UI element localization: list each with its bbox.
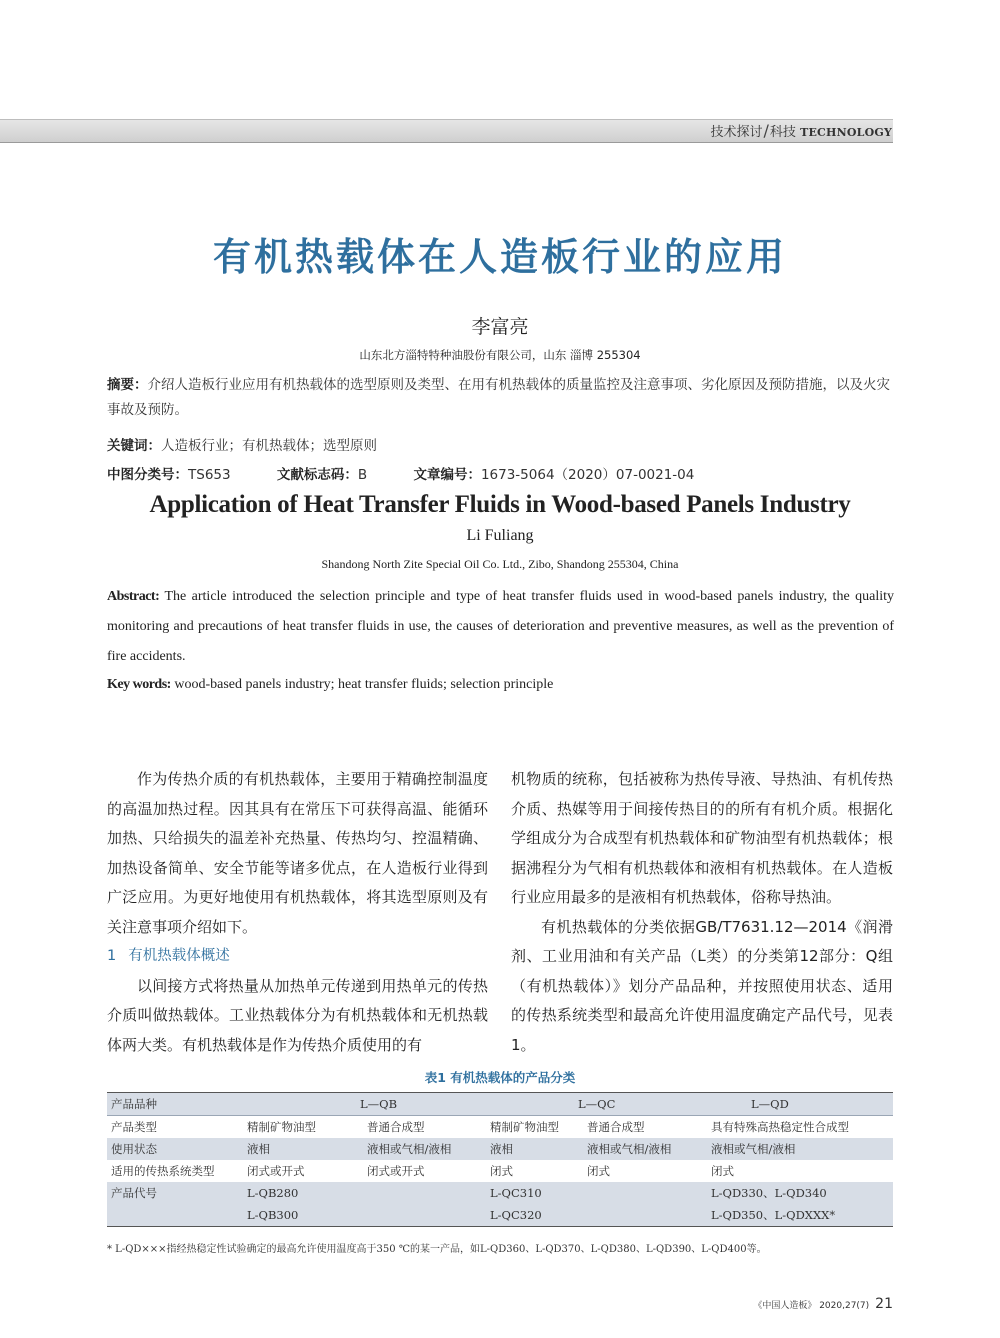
doc-label: 文献标志码： [276, 467, 358, 483]
table-cell [107, 1204, 243, 1227]
abstract-en-text: The article introduced the selection principle and type of heat transfer fluids used in wood-based panels industry, the quality monitoring and precautions of heat transfer fluids in use, the causes of deterioration and preventive measures, as well as the prevention of fire accidents. [107, 589, 894, 664]
table-header-cell: 产品品种 [107, 1093, 243, 1116]
product-table [107, 1092, 893, 1227]
keywords-zh-label: 关键词： [107, 438, 161, 454]
table-cell: 闭式 [711, 1164, 734, 1178]
paragraph: 机物质的统称，包括被称为热传导液、导热油、有机传热介质、热媒等用于间接传热目的的所有有机介质。根据化学组成分为合成型有机热载体和矿物油型有机热载体；根据沸程分为气相有机热载体和液相有机热载体。在人造板行业应用最多的是液相有机热载体，俗称导热油。 [511, 770, 893, 906]
table-row [107, 1116, 893, 1139]
table-cell: 液相或气相/液相 [707, 1138, 893, 1160]
table-header-cell: L—QC [486, 1093, 707, 1116]
table-cell: 具有特殊高热稳定性合成型 [711, 1120, 849, 1134]
article-value: 1673-5064（2020）07-0021-04 [480, 467, 695, 483]
author-en: Li Fuliang [466, 527, 534, 544]
paragraph: 有机热载体的分类依据GB/T7631.12—2014《润滑剂、工业用油和有关产品（L类）的分类第12部分：Q组（有机热载体）》划分产品品种，并按照使用状态、适用的传热系统类型和最高允许使用温度确定产品代号，见表1。 [511, 917, 893, 1054]
abstract-zh-text: 介绍人造板行业应用有机热载体的选型原则及类型、在用有机热载体的质量监控及注意事项、劣化原因及预防措施，以及火灾事故及预防。 [107, 377, 890, 418]
document-code [277, 467, 367, 483]
table-header-cell: L—QB [243, 1093, 486, 1116]
table-cell: 液相 [243, 1138, 363, 1160]
table-cell: 闭式或开式 [367, 1164, 425, 1178]
keywords-en-label: Key words: [107, 677, 171, 692]
abstract-en-label: Abstract: [107, 589, 160, 604]
running-header [711, 121, 892, 141]
table-row [107, 1138, 893, 1160]
keywords-zh [107, 434, 897, 459]
table-footnote: * L-QD×××指经热稳定性试验确定的最高允许使用温度高于350 ℃的某一产品，如L-QD360、L-QD370、L-QD380、L-QD390、L-QD400等。 [107, 1244, 767, 1255]
table-cell: L-QD350、L-QDXXX* [707, 1204, 893, 1227]
header-slash: / [763, 121, 769, 140]
table-cell: 液相或气相/液相 [363, 1138, 486, 1160]
table-cell: L-QB280 [243, 1182, 363, 1204]
journal-citation: 《中国人造板》 2020,27(7) [753, 1301, 870, 1311]
abstract-zh-label: 摘要： [107, 377, 148, 393]
paragraph: 作为传热介质的有机热载体，主要用于精确控制温度的高温加热过程。因其具有在常压下可获得高温、能循环加热、只给损失的温差补充热量、传热均匀、控温精确、加热设备简单、安全节能等诸多优点，在人造板行业得到广泛应用。为更好地使用有机热载体，将其选型原则及有关注意事项介绍如下。 [107, 770, 488, 936]
affiliation-en: Shandong North Zite Special Oil Co. Ltd., Zibo, Shandong 255304, China [321, 557, 679, 571]
article-label: 文章编号： [413, 467, 481, 483]
table-cell: 产品代号 [107, 1182, 243, 1204]
table-cell [583, 1182, 707, 1204]
table-cell: 普通合成型 [587, 1120, 645, 1134]
section-heading [107, 942, 488, 972]
table-cell: 精制矿物油型 [247, 1120, 316, 1134]
section-title: 有机热载体概述 [128, 948, 230, 964]
title-en: Application of Heat Transfer Fluids in Wood-based Panels Industry [149, 491, 851, 518]
table-cell: 精制矿物油型 [490, 1120, 559, 1134]
table-caption: 表1 有机热载体的产品分类 [424, 1070, 576, 1085]
table-cell: 闭式或开式 [247, 1164, 305, 1178]
header-column-en: TECHNOLOGY [800, 126, 892, 139]
table-row [107, 1160, 893, 1182]
table-cell: 液相或气相/液相 [583, 1138, 707, 1160]
title-zh: 有机热载体在人造板行业的应用 [212, 235, 787, 279]
table-cell: 液相 [486, 1138, 583, 1160]
clc-value: TS653 [188, 467, 231, 483]
table-cell [363, 1204, 486, 1227]
affiliation-zh: 山东北方淄特特种油股份有限公司，山东 淄博 255304 [359, 348, 641, 362]
table-cell: 普通合成型 [367, 1120, 425, 1134]
doc-value: B [357, 467, 368, 483]
table-cell [363, 1182, 486, 1204]
section-number: 1 [107, 948, 117, 964]
abstract-zh [107, 373, 897, 423]
paragraph: 以间接方式将热量从加热单元传递到用热单元的传热介质叫做热载体。工业热载体分为有机热载体和无机热载体两大类。有机热载体是作为传热介质使用的有 [107, 976, 488, 1054]
abstract-en [107, 582, 894, 672]
table-row [107, 1182, 893, 1204]
table-row [107, 1204, 893, 1227]
author-zh: 李富亮 [471, 316, 529, 338]
header-section: 技术探讨 [710, 125, 763, 140]
body-column-right [511, 765, 893, 1060]
table-cell: L-QB300 [243, 1204, 363, 1227]
table-cell: L-QC320 [486, 1204, 583, 1227]
page-footer [753, 1296, 893, 1312]
article-number [413, 467, 694, 483]
table-cell: 闭式 [490, 1164, 513, 1178]
table-cell: 适用的传热系统类型 [111, 1164, 215, 1178]
table-header-row [107, 1093, 893, 1116]
page-number: 21 [875, 1296, 893, 1312]
clc-number [107, 467, 231, 483]
table-cell: 闭式 [587, 1164, 610, 1178]
table-cell: 使用状态 [107, 1138, 243, 1160]
classification-row [107, 463, 897, 488]
table-header-cell: L—QD [707, 1093, 893, 1116]
keywords-en [107, 671, 894, 699]
body-column-left [107, 765, 488, 1060]
table-cell: L-QD330、L-QD340 [707, 1182, 893, 1204]
table-cell [583, 1204, 707, 1227]
header-column: 科技 [769, 125, 796, 140]
clc-label: 中图分类号： [107, 467, 188, 483]
table-cell: L-QC310 [486, 1182, 583, 1204]
keywords-en-text: wood-based panels industry; heat transfer fluids; selection principle [170, 677, 554, 692]
keywords-zh-text: 人造板行业；有机热载体；选型原则 [161, 438, 377, 454]
table-cell: 产品类型 [111, 1120, 157, 1134]
